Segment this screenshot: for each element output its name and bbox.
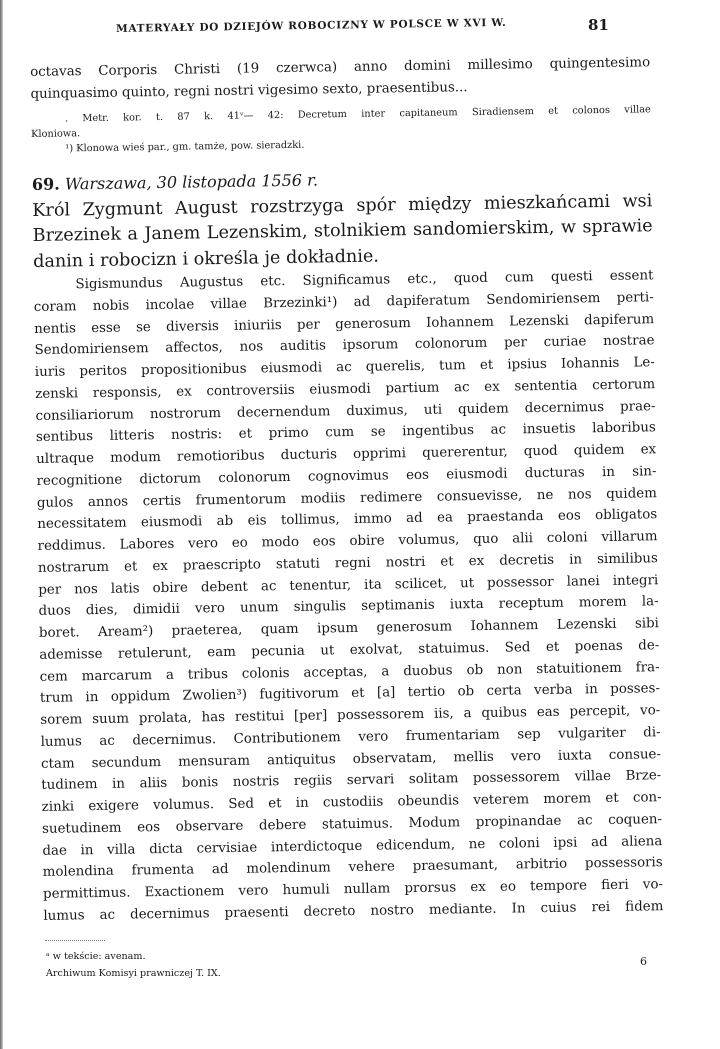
body-line: sentibus litteris nostris: et primo cum se ingentibus ac insuetis laboribus (35, 420, 656, 446)
archive-signature: Archiwum Komisyi prawniczej T. IX. (46, 968, 221, 979)
body-line: per nos latis obire debent ac tenentur, ita scilicet, ut possessor lanei integri (38, 572, 659, 598)
body-line: necessitatem eiusmodi ab eis tollimus, immo ad ea praestanda eos obligatos (37, 507, 658, 533)
scan-edge-shadow (0, 0, 3, 1049)
entry-number: 69. (31, 174, 60, 194)
body-line: iuris peritos propositionibus eiusmodi ac querelis, tum et ipsius Iohannis Le- (34, 355, 655, 380)
body-line: ultraque modum remotioribus ducturis opprimi quererentur, quod quidem ex (36, 442, 657, 467)
body-line: cem marcarum a tribus colonis acceptas, a duobus ob non statuitionem fra- (39, 659, 660, 685)
body-line: suetudinem eos observare debere statuimus. Modum propinandae ac coquen- (41, 811, 663, 837)
summary-line: Król Zygmunt August rozstrzyga spór między mieszkańcami wsi (32, 190, 653, 221)
body-line: nentis esse se diversis iniuriis per generosum Iohannem Lezenski dapiferum (34, 311, 655, 337)
source-note: . Metr. kor. t. 87 k. 41ᵛ— 42: Decretum inter capitaneum Siradiensem et colonos villae (64, 103, 651, 124)
body-line: recognitione dictorum colonorum cognovimus eos eiusmodi ducturas in sin- (36, 463, 657, 489)
page-number: 81 (588, 16, 609, 34)
body-line: coram nobis incolae villae Brzezinki¹) ad dapiferatum Sendomiriensem perti- (33, 289, 654, 315)
body-line: zinki exigere volumus. Sed et in custodiis obeundis veterem morem et con- (41, 790, 662, 815)
footnote: ᵃ w tekście: avenam. (46, 951, 146, 962)
entry-body (33, 265, 663, 927)
body-line: trum in oppidum Zwolien³) fugitivorum et [a] tertio ob certa verba in posses- (39, 681, 661, 707)
body-line: boret. Aream²) praeterea, quam ipsum generosum Iohannem Lezenski sibi (38, 616, 660, 641)
body-line: tudinem in aliis bonis nostris regiis servari solitam possessorem villae Brze- (41, 768, 662, 794)
entry-summary (32, 189, 653, 275)
body-line: lumus ac decernimus praesenti decreto nostro mediante. In cuius rei fidem (43, 898, 664, 924)
footnote: ¹) Klonowa wieś par., gm. tamże, pow. sieradzki. (65, 139, 305, 154)
body-line: ctam secundum mensuram antiquitus observatam, mellis vero iuxta consue- (40, 746, 662, 772)
text-block (30, 52, 664, 927)
continuation-line: octavas Corporis Christi (19 czerwca) anno domini millesimo quingentesimo (30, 55, 651, 80)
body-line: molendina frumenta ad molendinum vehere praesumant, arbitrio possessoris (42, 855, 663, 881)
footnotes-bottom (46, 948, 306, 982)
body-line: consiliariorum nostrorum decernendum duximus, uti quidem decernimus prae- (35, 398, 656, 424)
body-line: Sigismundus Augustus etc. Significamus etc., quod cum questi essent (75, 268, 654, 293)
body-line: reddimus. Labores vero eo modo eos obire volumus, quo alii coloni villarum (37, 529, 658, 554)
body-line: sorem suum prolata, has restitui [per] possessorem iis, a quibus eas percepit, vo- (40, 703, 661, 728)
signature-mark: 6 (640, 955, 647, 968)
summary-line: Brzezinek a Janem Lezenskim, stolnikiem sandomierskim, w sprawie (32, 216, 653, 246)
body-line: nostrarum et ex praescripto statuti regni nostri et ex decretis in similibus (37, 550, 658, 576)
entry-place-date: Warszawa, 30 listopada 1556 r. (64, 169, 319, 193)
continuation-line: quinquasimo quinto, regni nostri vigesimo sexto, praesentibus... (30, 79, 468, 102)
body-line: gulos annos certis frumentorum modiis redimere consuevisse, ne nos quidem (36, 485, 657, 511)
body-line: dae in villa dicta cervisiae interdictoque edicendum, ne coloni ipsi ad aliena (42, 833, 663, 859)
body-line: ademisse retulerunt, eam pecunia ut exolvat, statuimus. Sed et poenas de- (39, 637, 660, 663)
body-line: lumus ac decernimus. Contributionem vero frumentariam sep vulgariter di- (40, 724, 661, 750)
footnote-rule (45, 940, 105, 941)
source-note-continued: Kloniowa. (31, 127, 81, 140)
running-title: MATERYAŁY DO DZIEJÓW ROBOCIZNY W POLSCE W XVI W. (116, 16, 507, 35)
summary-line: danin i robocizn i określa je dokładnie. (32, 246, 380, 272)
body-line: permittimus. Exactionem vero humuli nullam prorsus ex eo tempore fieri vo- (42, 877, 664, 902)
body-line: zenski responsis, ex controversiis eiusmodi partium ac ex sententia certorum (35, 376, 656, 402)
body-line: Sendomiriensem affectos, nos auditis ipsorum colonorum per curiae nostrae (34, 333, 655, 359)
body-line: duos dies, dimidii vero unum singulis septimanis iuxta receptum morem la- (38, 594, 659, 620)
